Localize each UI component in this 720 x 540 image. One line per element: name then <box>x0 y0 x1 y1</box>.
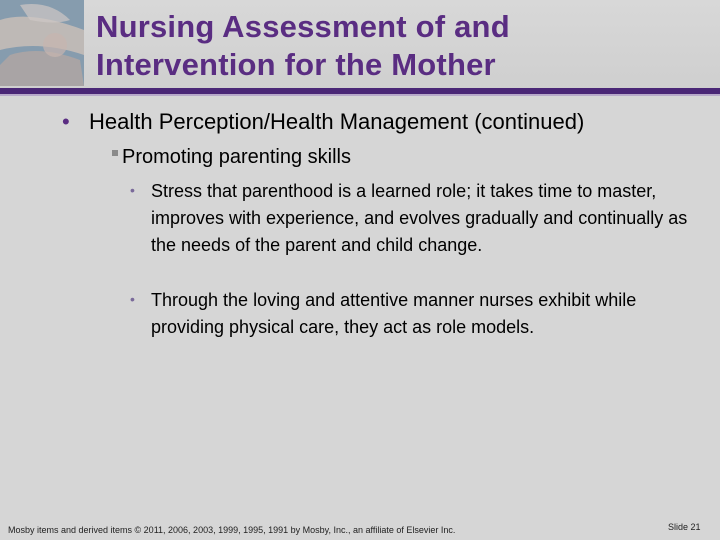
header-photo <box>0 0 84 86</box>
bullet-level-1-text: Health Perception/Health Management (continued) <box>89 109 585 134</box>
bullet-dot-icon: • <box>130 291 135 307</box>
slide-number: Slide 21 <box>668 522 701 532</box>
title-divider-shadow <box>0 94 720 96</box>
bullet-square-icon <box>112 150 118 156</box>
bullet-dot-icon: • <box>62 109 70 134</box>
slide-title <box>96 8 696 84</box>
bullet-level-3-text: Through the loving and attentive manner nurses exhibit while providing physical care, they act as role models. <box>151 290 637 337</box>
copyright-footer: Mosby items and derived items © 2011, 2006, 2003, 1999, 1995, 1991 by Mosby, Inc., an affiliate of Elsevier Inc. <box>8 525 456 535</box>
bullet-dot-icon: • <box>130 182 135 198</box>
slide-header <box>0 0 720 90</box>
title-line-1: Nursing Assessment of and <box>96 9 510 44</box>
title-line-2: Intervention for the Mother <box>96 47 496 82</box>
bullet-level-3-text: Stress that parenthood is a learned role; it takes time to master, improves with experience, and evolves gradually and continually as the needs of the parent and child change. <box>151 181 688 255</box>
bullet-level-2-text: Promoting parenting skills <box>122 146 351 168</box>
